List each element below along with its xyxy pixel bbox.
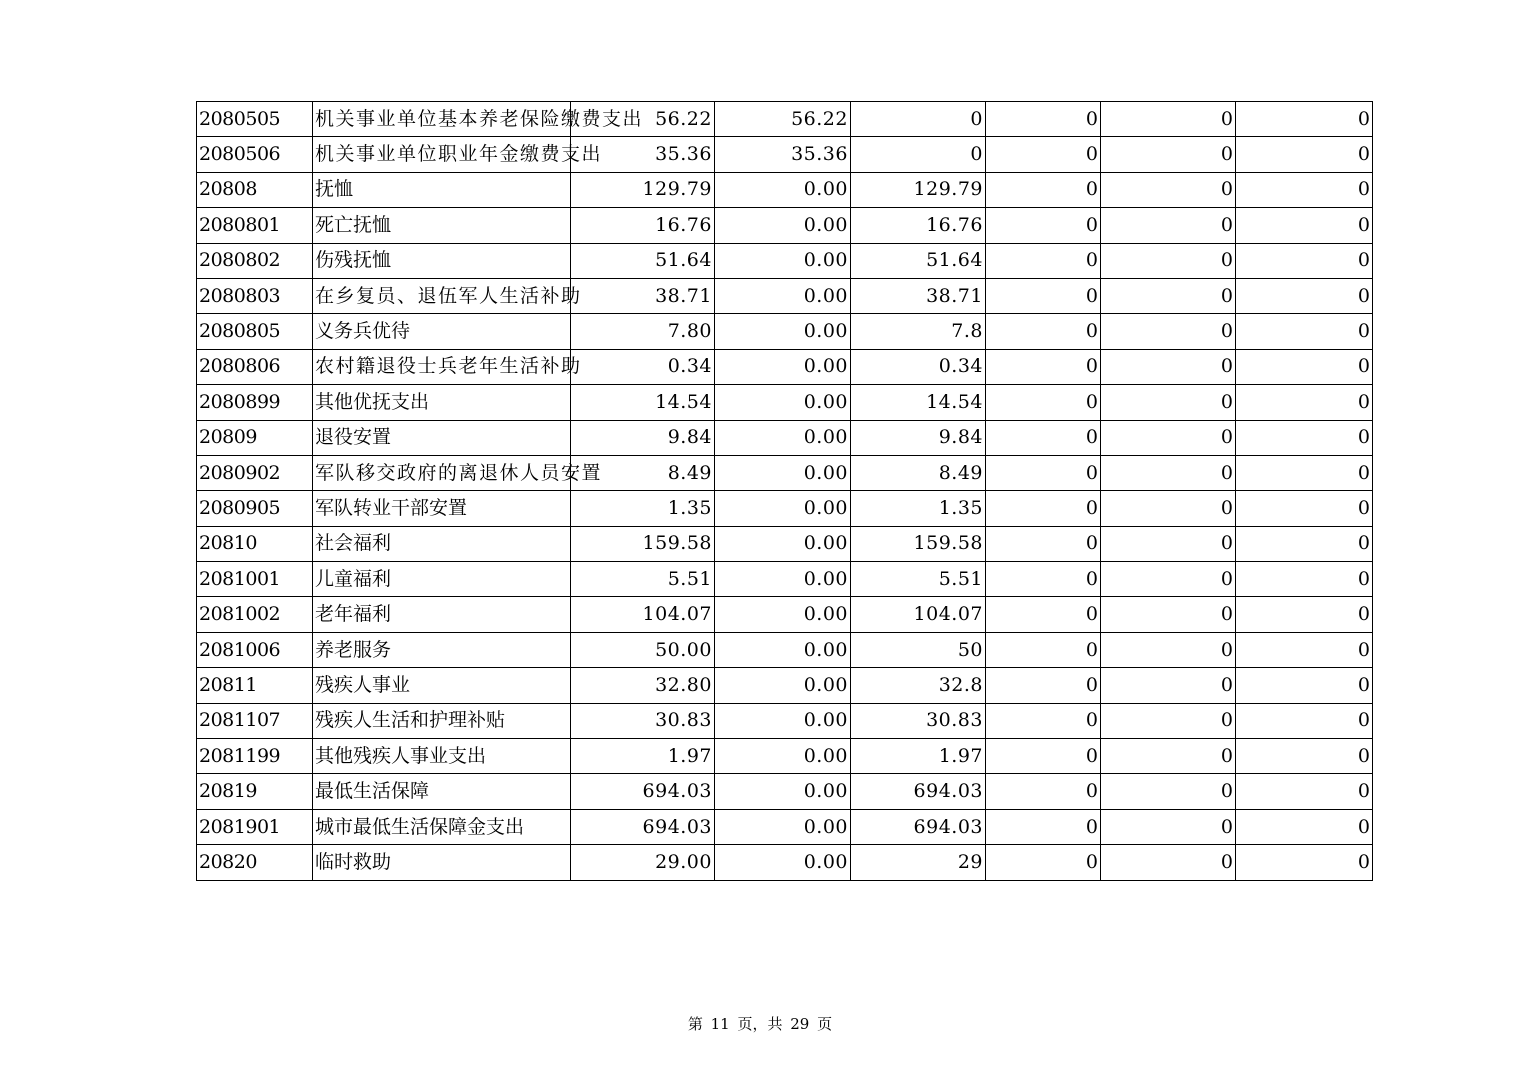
amount-cell-col4: 0 <box>986 845 1101 880</box>
account-name-cell: 儿童福利 <box>313 562 571 597</box>
table-row <box>197 597 1373 632</box>
table-row <box>197 739 1373 774</box>
account-code-cell: 2081199 <box>197 739 313 774</box>
table-row <box>197 774 1373 809</box>
account-code-cell: 2080805 <box>197 314 313 349</box>
amount-cell-col1: 129.79 <box>571 172 715 207</box>
amount-cell-col1: 0.34 <box>571 349 715 384</box>
amount-cell-col4: 0 <box>986 243 1101 278</box>
amount-cell-col3: 1.97 <box>851 739 986 774</box>
amount-cell-col6: 0 <box>1236 172 1373 207</box>
amount-cell-col3: 51.64 <box>851 243 986 278</box>
amount-cell-col3: 30.83 <box>851 703 986 738</box>
amount-cell-col5: 0 <box>1101 491 1236 526</box>
table-body <box>197 102 1373 881</box>
amount-cell-col5: 0 <box>1101 455 1236 490</box>
amount-cell-col4: 0 <box>986 491 1101 526</box>
table-row <box>197 562 1373 597</box>
account-code-cell: 2081002 <box>197 597 313 632</box>
amount-cell-col3: 38.71 <box>851 278 986 313</box>
amount-cell-col2: 0.00 <box>715 314 851 349</box>
amount-cell-col5: 0 <box>1101 526 1236 561</box>
amount-cell-col3: 159.58 <box>851 526 986 561</box>
account-code-cell: 2081006 <box>197 632 313 667</box>
amount-cell-col1: 16.76 <box>571 208 715 243</box>
account-name-cell: 机关事业单位基本养老保险缴费支出 <box>313 102 571 137</box>
amount-cell-col3: 16.76 <box>851 208 986 243</box>
table-row <box>197 243 1373 278</box>
amount-cell-col2: 0.00 <box>715 774 851 809</box>
amount-cell-col4: 0 <box>986 102 1101 137</box>
amount-cell-col3: 694.03 <box>851 774 986 809</box>
amount-cell-col4: 0 <box>986 703 1101 738</box>
amount-cell-col3: 29 <box>851 845 986 880</box>
account-name-cell: 老年福利 <box>313 597 571 632</box>
amount-cell-col1: 1.35 <box>571 491 715 526</box>
table-row <box>197 172 1373 207</box>
amount-cell-col3: 9.84 <box>851 420 986 455</box>
amount-cell-col6: 0 <box>1236 385 1373 420</box>
amount-cell-col6: 0 <box>1236 455 1373 490</box>
amount-cell-col4: 0 <box>986 632 1101 667</box>
account-name-cell: 在乡复员、退伍军人生活补助 <box>313 278 571 313</box>
account-code-cell: 2080505 <box>197 102 313 137</box>
amount-cell-col4: 0 <box>986 668 1101 703</box>
account-code-cell: 2080803 <box>197 278 313 313</box>
amount-cell-col1: 5.51 <box>571 562 715 597</box>
amount-cell-col6: 0 <box>1236 102 1373 137</box>
amount-cell-col3: 0 <box>851 137 986 172</box>
account-code-cell: 2080905 <box>197 491 313 526</box>
amount-cell-col4: 0 <box>986 314 1101 349</box>
amount-cell-col4: 0 <box>986 455 1101 490</box>
amount-cell-col2: 0.00 <box>715 703 851 738</box>
account-name-cell: 养老服务 <box>313 632 571 667</box>
amount-cell-col5: 0 <box>1101 137 1236 172</box>
account-code-cell: 2080902 <box>197 455 313 490</box>
account-name-cell: 其他残疾人事业支出 <box>313 739 571 774</box>
amount-cell-col2: 0.00 <box>715 243 851 278</box>
amount-cell-col6: 0 <box>1236 243 1373 278</box>
amount-cell-col5: 0 <box>1101 668 1236 703</box>
amount-cell-col5: 0 <box>1101 739 1236 774</box>
table-row <box>197 102 1373 137</box>
amount-cell-col1: 30.83 <box>571 703 715 738</box>
amount-cell-col2: 0.00 <box>715 420 851 455</box>
account-code-cell: 2080802 <box>197 243 313 278</box>
table-row <box>197 809 1373 844</box>
amount-cell-col3: 8.49 <box>851 455 986 490</box>
amount-cell-col5: 0 <box>1101 774 1236 809</box>
amount-cell-col4: 0 <box>986 349 1101 384</box>
amount-cell-col6: 0 <box>1236 562 1373 597</box>
amount-cell-col5: 0 <box>1101 845 1236 880</box>
amount-cell-col2: 0.00 <box>715 278 851 313</box>
table-row <box>197 385 1373 420</box>
amount-cell-col5: 0 <box>1101 632 1236 667</box>
account-code-cell: 20811 <box>197 668 313 703</box>
amount-cell-col6: 0 <box>1236 526 1373 561</box>
table-row <box>197 455 1373 490</box>
amount-cell-col1: 104.07 <box>571 597 715 632</box>
amount-cell-col6: 0 <box>1236 774 1373 809</box>
amount-cell-col3: 104.07 <box>851 597 986 632</box>
amount-cell-col2: 0.00 <box>715 562 851 597</box>
amount-cell-col5: 0 <box>1101 562 1236 597</box>
amount-cell-col6: 0 <box>1236 278 1373 313</box>
account-code-cell: 20820 <box>197 845 313 880</box>
amount-cell-col4: 0 <box>986 562 1101 597</box>
amount-cell-col3: 50 <box>851 632 986 667</box>
page-footer: 第 11 页，共 29 页 <box>687 1015 833 1033</box>
account-name-cell: 军队移交政府的离退休人员安置 <box>313 455 571 490</box>
amount-cell-col2: 0.00 <box>715 526 851 561</box>
amount-cell-col2: 0.00 <box>715 385 851 420</box>
account-code-cell: 2080806 <box>197 349 313 384</box>
amount-cell-col5: 0 <box>1101 208 1236 243</box>
amount-cell-col2: 0.00 <box>715 845 851 880</box>
amount-cell-col1: 159.58 <box>571 526 715 561</box>
table-row <box>197 668 1373 703</box>
amount-cell-col6: 0 <box>1236 809 1373 844</box>
amount-cell-col2: 0.00 <box>715 597 851 632</box>
amount-cell-col4: 0 <box>986 278 1101 313</box>
amount-cell-col3: 129.79 <box>851 172 986 207</box>
amount-cell-col4: 0 <box>986 597 1101 632</box>
amount-cell-col2: 0.00 <box>715 349 851 384</box>
account-code-cell: 20808 <box>197 172 313 207</box>
amount-cell-col1: 694.03 <box>571 774 715 809</box>
table-row <box>197 845 1373 880</box>
amount-cell-col1: 29.00 <box>571 845 715 880</box>
account-name-cell: 临时救助 <box>313 845 571 880</box>
amount-cell-col1: 7.80 <box>571 314 715 349</box>
amount-cell-col4: 0 <box>986 739 1101 774</box>
amount-cell-col2: 0.00 <box>715 739 851 774</box>
amount-cell-col1: 32.80 <box>571 668 715 703</box>
amount-cell-col5: 0 <box>1101 385 1236 420</box>
amount-cell-col5: 0 <box>1101 243 1236 278</box>
account-name-cell: 机关事业单位职业年金缴费支出 <box>313 137 571 172</box>
amount-cell-col2: 56.22 <box>715 102 851 137</box>
amount-cell-col1: 38.71 <box>571 278 715 313</box>
amount-cell-col5: 0 <box>1101 703 1236 738</box>
account-code-cell: 20809 <box>197 420 313 455</box>
account-code-cell: 2081107 <box>197 703 313 738</box>
amount-cell-col6: 0 <box>1236 668 1373 703</box>
amount-cell-col3: 7.8 <box>851 314 986 349</box>
account-name-cell: 伤残抚恤 <box>313 243 571 278</box>
account-name-cell: 农村籍退役士兵老年生活补助 <box>313 349 571 384</box>
amount-cell-col1: 50.00 <box>571 632 715 667</box>
budget-table <box>196 101 1373 881</box>
amount-cell-col1: 8.49 <box>571 455 715 490</box>
account-name-cell: 死亡抚恤 <box>313 208 571 243</box>
account-name-cell: 退役安置 <box>313 420 571 455</box>
amount-cell-col2: 35.36 <box>715 137 851 172</box>
amount-cell-col4: 0 <box>986 526 1101 561</box>
table-row <box>197 420 1373 455</box>
table-row <box>197 349 1373 384</box>
table-row <box>197 526 1373 561</box>
amount-cell-col2: 0.00 <box>715 491 851 526</box>
amount-cell-col2: 0.00 <box>715 668 851 703</box>
table-row <box>197 632 1373 667</box>
amount-cell-col3: 14.54 <box>851 385 986 420</box>
account-code-cell: 2080801 <box>197 208 313 243</box>
amount-cell-col5: 0 <box>1101 314 1236 349</box>
account-name-cell: 军队转业干部安置 <box>313 491 571 526</box>
amount-cell-col4: 0 <box>986 774 1101 809</box>
account-code-cell: 2080506 <box>197 137 313 172</box>
account-code-cell: 20819 <box>197 774 313 809</box>
amount-cell-col1: 56.22 <box>571 102 715 137</box>
amount-cell-col5: 0 <box>1101 349 1236 384</box>
amount-cell-col2: 0.00 <box>715 208 851 243</box>
account-name-cell: 城市最低生活保障金支出 <box>313 809 571 844</box>
amount-cell-col4: 0 <box>986 208 1101 243</box>
account-name-cell: 最低生活保障 <box>313 774 571 809</box>
account-name-cell: 抚恤 <box>313 172 571 207</box>
account-name-cell: 社会福利 <box>313 526 571 561</box>
amount-cell-col4: 0 <box>986 420 1101 455</box>
table-row <box>197 491 1373 526</box>
amount-cell-col6: 0 <box>1236 703 1373 738</box>
account-name-cell: 残疾人生活和护理补贴 <box>313 703 571 738</box>
amount-cell-col4: 0 <box>986 809 1101 844</box>
amount-cell-col1: 35.36 <box>571 137 715 172</box>
amount-cell-col3: 5.51 <box>851 562 986 597</box>
account-name-cell: 义务兵优待 <box>313 314 571 349</box>
account-code-cell: 2081001 <box>197 562 313 597</box>
amount-cell-col5: 0 <box>1101 102 1236 137</box>
amount-cell-col5: 0 <box>1101 172 1236 207</box>
amount-cell-col5: 0 <box>1101 809 1236 844</box>
amount-cell-col6: 0 <box>1236 420 1373 455</box>
amount-cell-col6: 0 <box>1236 314 1373 349</box>
amount-cell-col6: 0 <box>1236 845 1373 880</box>
amount-cell-col3: 0 <box>851 102 986 137</box>
amount-cell-col4: 0 <box>986 137 1101 172</box>
amount-cell-col1: 51.64 <box>571 243 715 278</box>
account-name-cell: 残疾人事业 <box>313 668 571 703</box>
amount-cell-col1: 1.97 <box>571 739 715 774</box>
table-row <box>197 278 1373 313</box>
amount-cell-col2: 0.00 <box>715 809 851 844</box>
amount-cell-col2: 0.00 <box>715 455 851 490</box>
amount-cell-col6: 0 <box>1236 491 1373 526</box>
amount-cell-col5: 0 <box>1101 278 1236 313</box>
amount-cell-col6: 0 <box>1236 597 1373 632</box>
amount-cell-col5: 0 <box>1101 597 1236 632</box>
account-code-cell: 2080899 <box>197 385 313 420</box>
amount-cell-col4: 0 <box>986 172 1101 207</box>
amount-cell-col1: 694.03 <box>571 809 715 844</box>
account-code-cell: 2081901 <box>197 809 313 844</box>
table-row <box>197 137 1373 172</box>
account-name-cell: 其他优抚支出 <box>313 385 571 420</box>
amount-cell-col6: 0 <box>1236 632 1373 667</box>
table-row <box>197 208 1373 243</box>
amount-cell-col3: 32.8 <box>851 668 986 703</box>
amount-cell-col1: 9.84 <box>571 420 715 455</box>
amount-cell-col2: 0.00 <box>715 172 851 207</box>
table-row <box>197 703 1373 738</box>
amount-cell-col3: 0.34 <box>851 349 986 384</box>
amount-cell-col3: 694.03 <box>851 809 986 844</box>
amount-cell-col1: 14.54 <box>571 385 715 420</box>
amount-cell-col5: 0 <box>1101 420 1236 455</box>
amount-cell-col4: 0 <box>986 385 1101 420</box>
account-code-cell: 20810 <box>197 526 313 561</box>
amount-cell-col6: 0 <box>1236 349 1373 384</box>
amount-cell-col3: 1.35 <box>851 491 986 526</box>
amount-cell-col2: 0.00 <box>715 632 851 667</box>
amount-cell-col6: 0 <box>1236 137 1373 172</box>
table-row <box>197 314 1373 349</box>
amount-cell-col6: 0 <box>1236 739 1373 774</box>
amount-cell-col6: 0 <box>1236 208 1373 243</box>
